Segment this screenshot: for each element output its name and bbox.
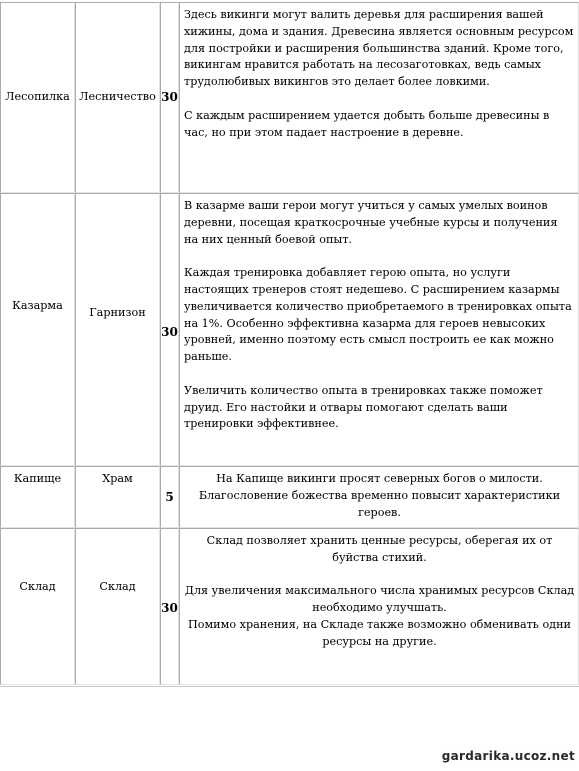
building-name-translated: Склад — [75, 528, 160, 685]
description-paragraph: Здесь викинги могут валить деревья для расширения вашей хижины, дома и здания. Древесина является основным ресурсом для постройки и расширения большинства зданий. Кроме того, викингам нравится работать на лесозаготовках, ведь самых трудолюбивых викингов это делает более ловкими. — [184, 8, 574, 89]
building-max-level: 30 — [160, 528, 179, 685]
building-name-translated: Храм — [75, 466, 160, 528]
building-name-original: Склад — [0, 528, 75, 685]
building-max-level: 30 — [160, 2, 179, 193]
building-max-level: 30 — [160, 193, 179, 466]
building-name-translated: Гарнизон — [75, 193, 160, 466]
description-paragraph: Склад позволяет хранить ценные ресурсы, оберегая их от буйства стихий. — [206, 534, 553, 564]
description-paragraph: С каждым расширением удается добыть больше древесины в час, но при этом падает настроение в деревне. — [184, 108, 550, 139]
description-paragraph: Для увеличения максимального числа хранимых ресурсов Склад необходимо улучшать. — [184, 584, 575, 615]
building-name-original: Лесопилка — [0, 2, 75, 193]
watermark: gardarika.ucoz.net — [441, 749, 575, 764]
building-description — [179, 466, 579, 528]
description-paragraph: Каждая тренировка добавляет герою опыта, но услуги настоящих тренеров стоят недешево. С расширением казармы увеличивается количество приобретаемого в тренировках опыта на 1%. Особенно эффективна казарма для героев невысоких уровней, именно поэтому есть смысл построить ее как можно раньше. — [184, 266, 572, 364]
building-description — [179, 193, 579, 466]
description-paragraph: Увеличить количество опыта в тренировках также поможет друид. Его настойки и отвары помогают сделать ваши тренировки эффективнее. — [184, 383, 543, 431]
building-description — [179, 528, 579, 685]
building-name-original: Казарма — [0, 193, 75, 466]
building-name-original: Капище — [0, 466, 75, 528]
description-paragraph: В казарме ваши герои могут учиться у самых умелых воинов деревни, посещая краткосрочные учебные курсы и получения на них ценный боевой опыт. — [184, 199, 558, 246]
description-paragraph: На Капище викинги просят северных богов о милости. Благословение божества временно повысит характеристики героев. — [198, 472, 561, 519]
divider — [0, 686, 579, 687]
building-name-translated: Лесничество — [75, 2, 160, 193]
building-max-level: 5 — [160, 466, 179, 528]
description-paragraph: Помимо хранения, на Складе также возможно обменивать одни ресурсы на другие. — [187, 617, 571, 648]
building-description — [179, 2, 579, 193]
